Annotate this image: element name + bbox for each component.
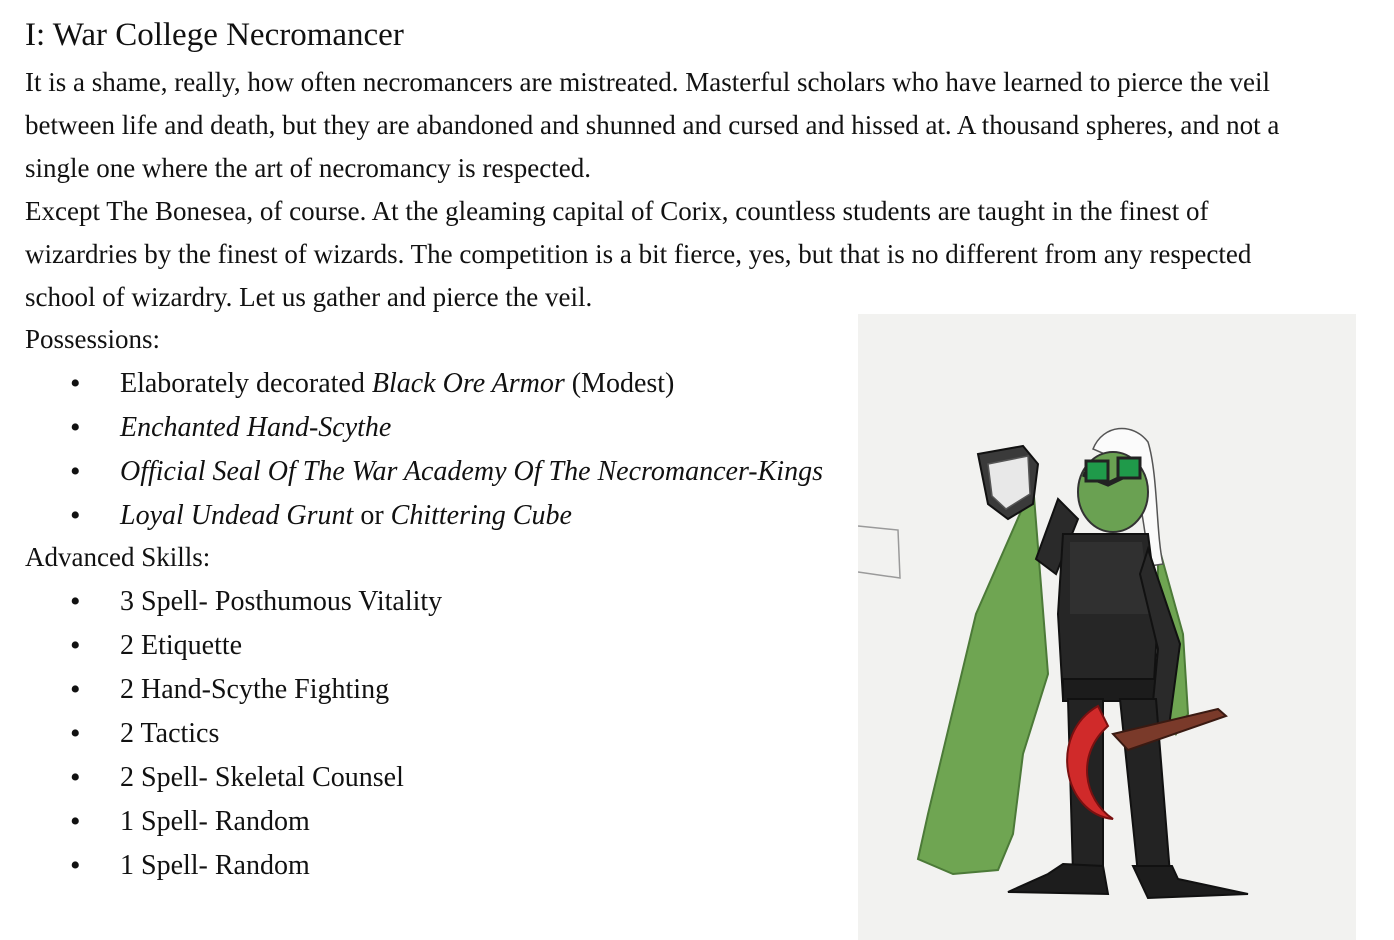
item-text: (Modest) (564, 368, 675, 399)
possessions-heading: Possessions: (25, 324, 161, 354)
bonesea-paragraph: Except The Bonesea, of course. At the gleaming capital of Corix, countless students are taught in the finest of wizardries by the finest of wizards. The competition is a bit fierce, yes, but that is no different from any respected school of wizardry. Let us gather and pierce the veil. (25, 196, 1252, 312)
item-italic-text: Official Seal Of The War Academy Of The Necromancer-Kings (120, 456, 823, 487)
list-item: • 2 Etiquette (0, 624, 442, 668)
possessions-list (0, 362, 823, 538)
list-item (0, 450, 823, 494)
list-item: • 2 Tactics (0, 712, 442, 756)
item-italic-text: Enchanted Hand-Scythe (120, 412, 392, 443)
skills-list (0, 580, 442, 888)
list-item: • 1 Spell- Random (0, 844, 442, 888)
list-item: • 3 Spell- Posthumous Vitality (0, 580, 442, 624)
item-text: Elaborately decorated (120, 368, 372, 399)
page-title: I: War College Necromancer (25, 17, 404, 53)
necromancer-drawing (858, 314, 1356, 940)
item-italic-text: Loyal Undead Grunt (120, 500, 354, 531)
item-italic-text: Black Ore Armor (371, 368, 565, 399)
list-item: • 1 Spell- Random (0, 800, 442, 844)
item-italic-text: Chittering Cube (390, 500, 572, 531)
list-item (0, 494, 823, 538)
list-item: • 2 Spell- Skeletal Counsel (0, 756, 442, 800)
item-text: or (353, 500, 391, 531)
necromancer-drawing-icon (858, 314, 1356, 940)
list-item: • 2 Hand-Scythe Fighting (0, 668, 442, 712)
list-item (0, 406, 823, 450)
intro-paragraph: It is a shame, really, how often necromancers are mistreated. Masterful scholars who have learned to pierce the veil between life and death, but they are abandoned and shunned and cursed and hissed at. A thousand spheres, and not a single one where the art of necromancy is respected. (25, 67, 1280, 183)
list-item (0, 362, 823, 406)
advanced-skills-heading: Advanced Skills: (25, 542, 211, 572)
